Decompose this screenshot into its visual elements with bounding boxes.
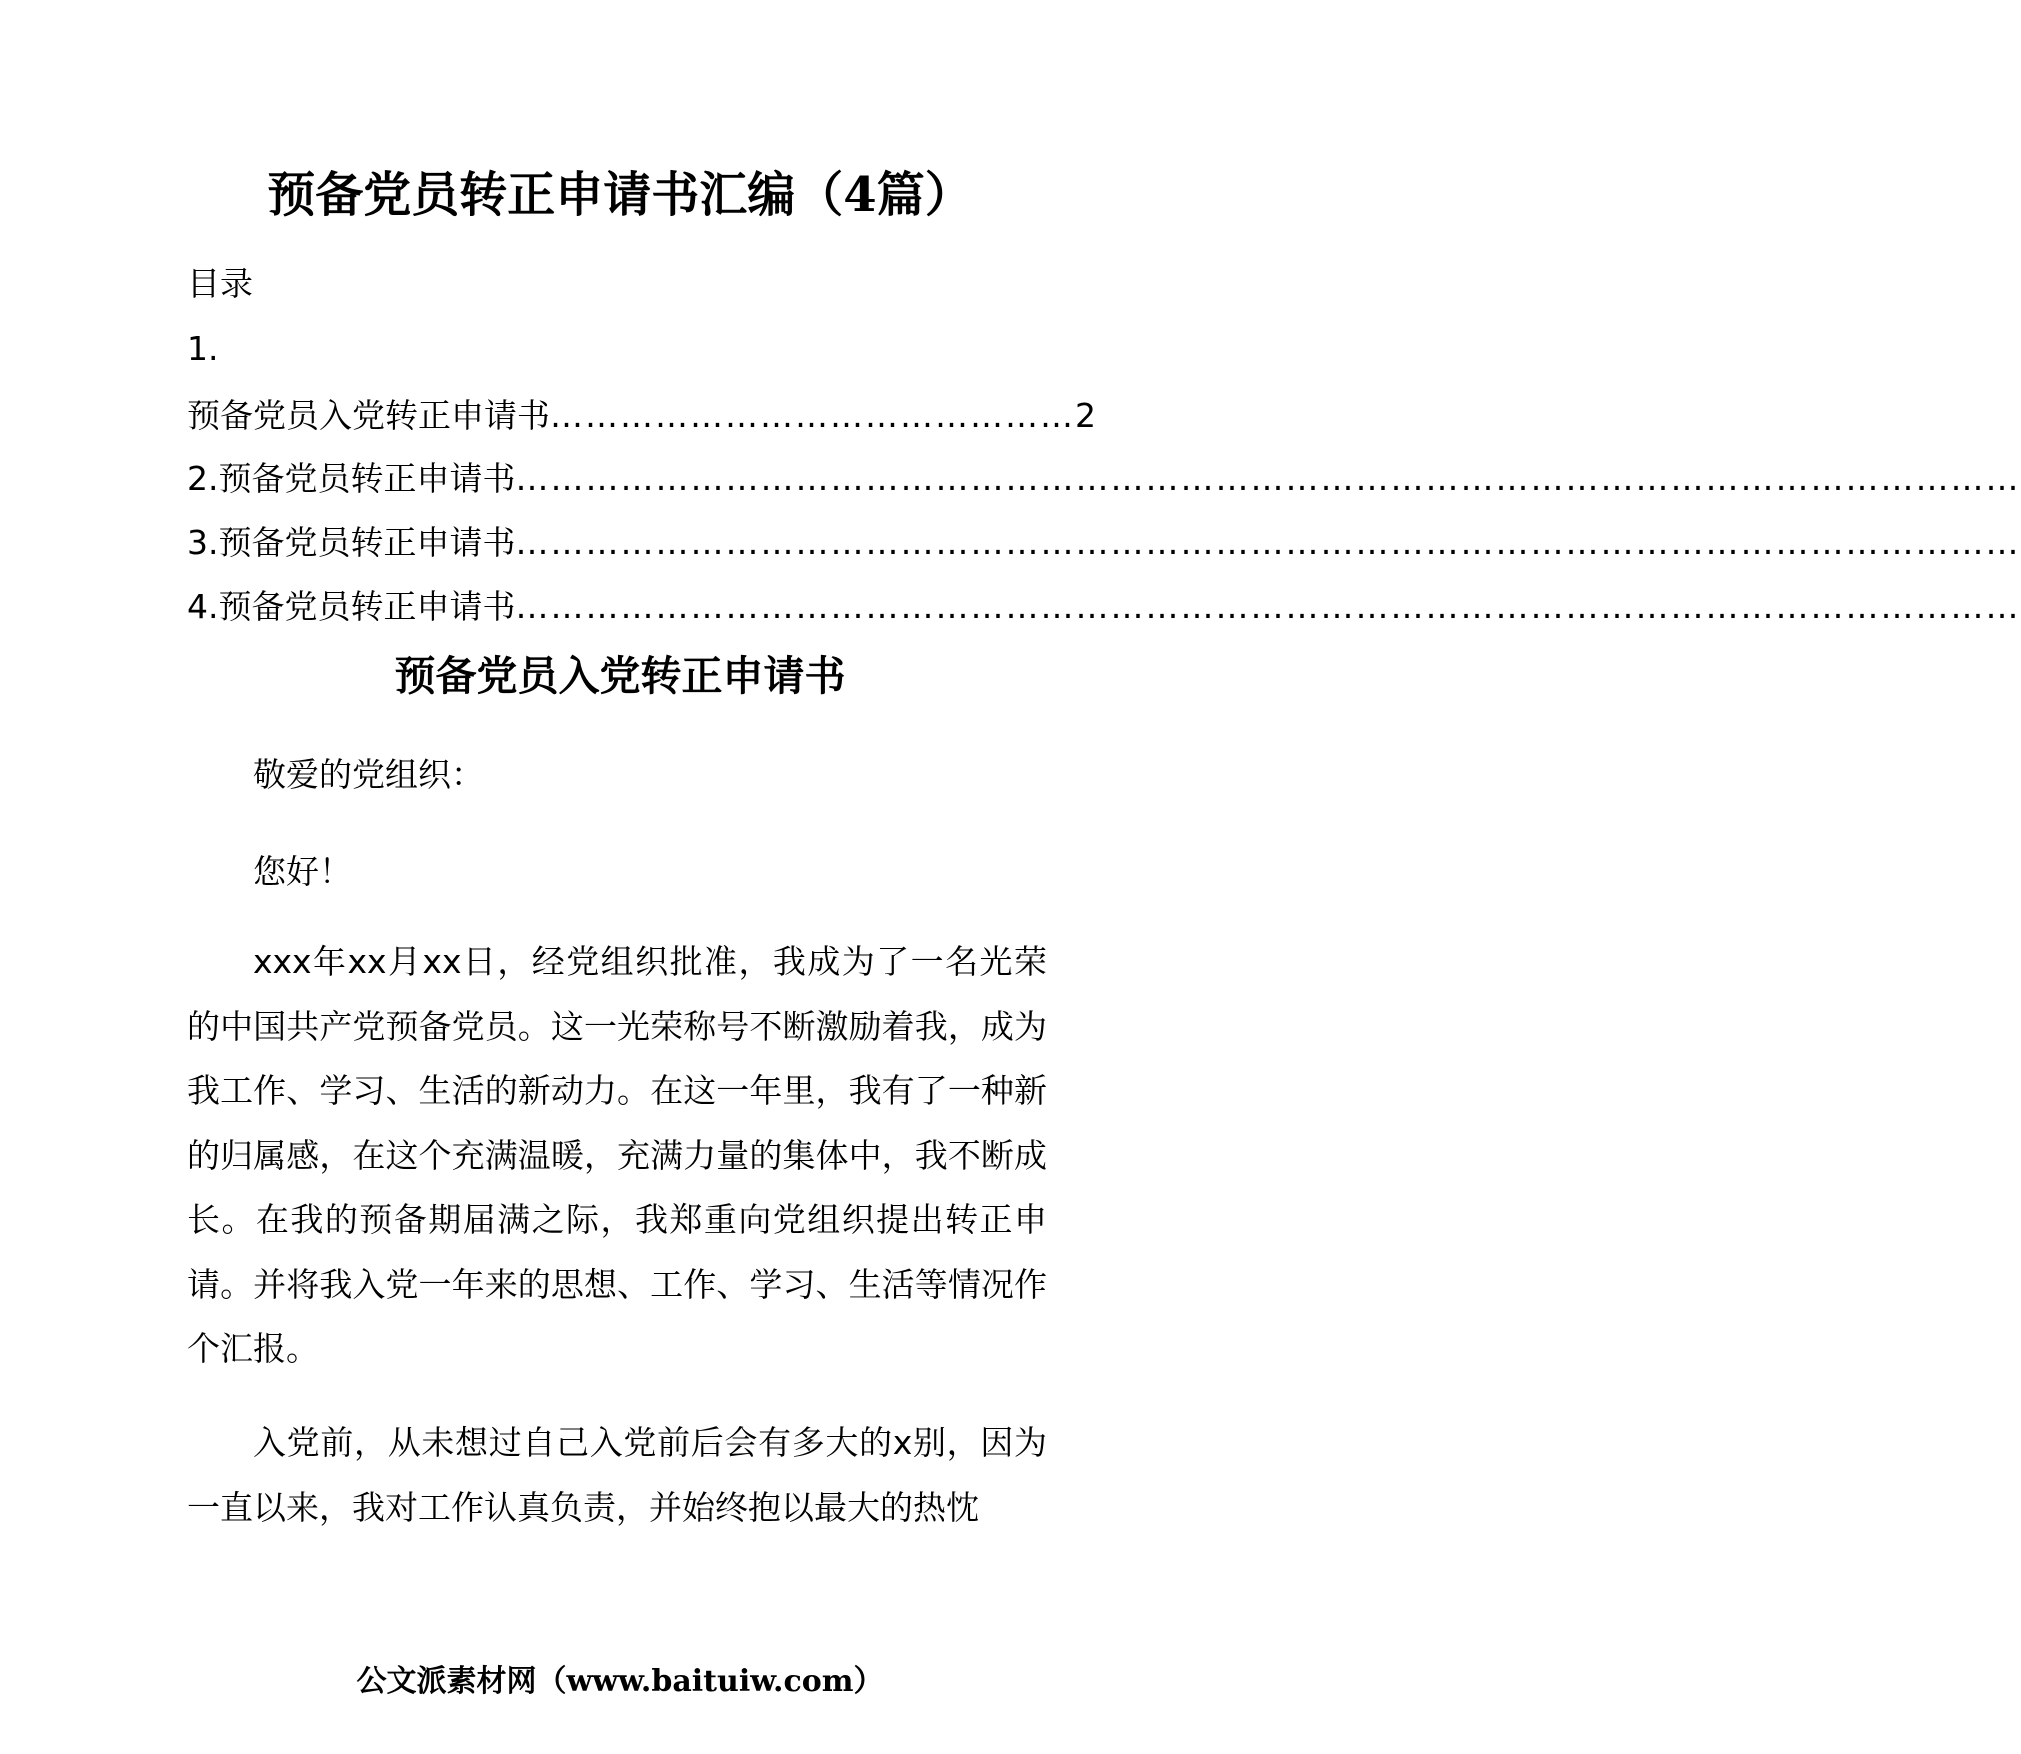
toc-item-label: 2.预备党员转正申请书 — [187, 459, 516, 498]
toc-item[interactable] — [187, 583, 2021, 631]
toc-page-number: 2 — [1075, 396, 1096, 435]
toc-leader-dots: ………………………………………………………………………………………………………………… — [515, 459, 2021, 498]
footer-watermark: 公文派素材网（www.baituiw.com） — [356, 1664, 884, 1699]
toc-item-number: 1. — [187, 329, 219, 368]
greeting-line: 您好！ — [253, 852, 352, 891]
document-title: 预备党员转正申请书汇编（4篇） — [267, 167, 973, 223]
toc-item-label: 预备党员入党转正申请书 — [187, 396, 550, 435]
toc-item[interactable] — [187, 392, 1096, 440]
toc-heading: 目录 — [187, 264, 253, 303]
body-paragraph: 入党前，从未想过自己入党前后会有多大的x别，因为一直以来，我对工作认真负责，并始终抱以最大的热忱 — [187, 1423, 1047, 1527]
toc-item-label: 4.预备党员转正申请书 — [187, 587, 516, 626]
body-paragraph: xxx年xx月xx日，经党组织批准，我成为了一名光荣的中国共产党预备党员。这一光荣称号不断激励着我，成为我工作、学习、生活的新动力。在这一年里，我有了一种新的归属感，在这个充满温暖，充满力量的集体中，我不断成长。在我的预备期届满之际，我郑重向党组织提出转正申请。并将我入党一年来的思想、工作、学习、生活等情况作个汇报。 — [187, 942, 1047, 1368]
section-title: 预备党员入党转正申请书 — [394, 652, 846, 700]
toc-leader-dots: ………………………………………………………………………………………………………………… — [515, 523, 2021, 562]
toc-leader-dots: ………………………………………………………………………………………………………………… — [515, 587, 2021, 626]
toc-item[interactable] — [187, 519, 2021, 567]
salutation: 敬爱的党组织： — [253, 755, 484, 794]
toc-leader-dots: ……………………………………… — [550, 396, 1075, 435]
toc-item[interactable] — [187, 455, 2021, 503]
toc-item-label: 3.预备党员转正申请书 — [187, 523, 516, 562]
